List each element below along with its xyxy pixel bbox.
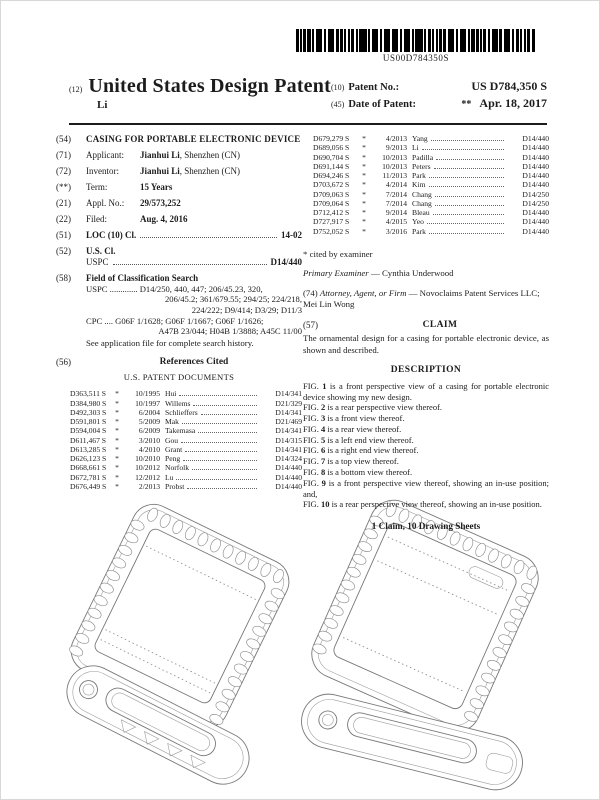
ref-class: D14/341 [275,407,302,417]
reference-row [303,180,549,189]
ref-cited-mark: * [115,472,119,482]
ref-date: 11/2013 [382,171,407,180]
ref-name: Lu [165,472,174,482]
figure-description-line [303,499,549,510]
dot-leader [193,405,257,406]
figure-description-line [303,456,549,467]
uspc-label: USPC [86,256,109,267]
ref-name: Willems [165,398,191,408]
barcode-image [296,29,536,52]
uspc-value: D14/440 [270,256,302,267]
invention-title: CASING FOR PORTABLE ELECTRONIC DEVICE [86,134,301,144]
applicant-location: , Shenzhen (CN) [179,149,241,160]
dot-leader [436,159,504,160]
ref-date: 10/2013 [382,161,407,171]
ref-patent-number: D384,980 S [70,398,107,408]
field-references [56,357,302,369]
claim-heading-row [303,320,549,330]
ref-name: Hui [165,389,177,399]
fig-text: is a front view thereof. [327,413,405,424]
dot-leader [181,442,257,443]
ref-name: Probst [165,481,185,491]
dash: — [408,287,418,298]
reference-row [303,208,549,217]
fig-text: is a top view thereof. [327,456,399,467]
reference-row [303,143,549,152]
dot-leader [201,414,257,415]
cpc-search-line: A47B 23/044; H04B 1/3888; A45C 11/00 [158,326,302,337]
dot-leader [429,233,504,234]
patent-number-label: Patent No.: [348,82,400,93]
dot-leader [176,479,257,480]
dash: — [370,267,380,278]
dot-leader [431,140,504,141]
inventor-name: Jianhui Li [140,165,180,176]
ref-cited-mark: * [362,226,366,236]
field-code: (71) [56,149,71,160]
ref-patent-number: D363,511 S [70,389,107,399]
ref-date: 9/2013 [385,143,407,153]
fig-word: FIG. [303,380,319,391]
dot-leader [140,237,277,238]
reference-row [56,445,302,454]
field-code: (21) [56,197,71,208]
ref-name: Takemasa [165,426,196,436]
ref-patent-number: D709,063 S [313,189,350,199]
appl-no-value: 29/573,252 [140,197,181,208]
dot-leader [183,460,257,461]
ref-class: D14/440 [522,143,549,153]
fig-word: FIG. [303,402,319,413]
reference-row [56,454,302,463]
field-appl-no [56,198,302,209]
field-code: (22) [56,213,71,224]
ref-name: Yang [412,134,428,143]
fig-word: FIG. [303,413,319,424]
field-code: (51) [56,229,71,240]
patent-drawing-rear-perspective [297,493,551,800]
field-applicant [56,150,302,161]
figure-descriptions [303,381,549,510]
patent-date-code: (45) [331,100,345,109]
reference-row [303,171,549,180]
ref-cited-mark: * [362,189,366,199]
ref-name: Chang [412,198,432,208]
ref-patent-number: D712,412 S [313,208,350,217]
patent-date-prefix: ** [461,99,472,110]
ref-cited-mark: * [362,208,366,217]
attorney-value: Novoclaims Patent Services LLC; Mei Lin Wong [303,287,540,310]
fig-number: 7 [320,456,326,467]
fig-number: 2 [320,402,326,413]
ref-name: Bleau [412,208,430,217]
ref-name: Li [412,143,419,153]
primary-examiner-line [303,268,549,279]
ref-class: D14/250 [522,198,549,208]
ref-name: Yeo [412,217,424,227]
examiner-name: Cynthia Underwood [381,267,454,278]
patent-number-row [331,79,547,94]
field-code: (74) [303,287,318,298]
examiner-label: Primary Examiner [303,267,369,278]
dot-leader [187,488,257,489]
uspc-search-line: USPC ............. D14/250, 440, 447; 206/45.23, 320, [86,283,263,294]
header-left [69,75,331,113]
ref-class: D14/324 [275,454,302,464]
field-loc-class [56,230,302,241]
uspc-search-line: 206/45.2; 361/679.55; 294/25; 224/218, [164,294,302,305]
dot-leader [182,423,257,424]
field-inventor [56,166,302,177]
dot-leader [185,451,257,452]
filed-date: Aug. 4, 2016 [140,213,188,224]
ref-patent-number: D694,246 S [313,171,350,180]
references-table-right [303,134,549,236]
fig-text: is a left end view thereof. [327,434,414,445]
cited-by-examiner-note: * cited by examiner [303,248,373,259]
fig-text: is a bottom view thereof. [327,467,413,478]
ref-cited-mark: * [362,143,366,153]
dot-leader [429,177,504,178]
dot-leader [179,395,257,396]
figure-description-line [303,467,549,478]
patent-number-value: US D784,350 S [471,79,547,93]
ref-class: D14/315 [275,435,302,445]
ref-name: Chang [412,189,432,199]
ref-class: D14/341 [275,389,302,399]
left-column [56,134,302,491]
ref-date: 10/2012 [135,463,160,473]
attorney-label: Attorney, Agent, or Firm [319,287,407,298]
ref-date: 6/2004 [138,407,160,417]
ref-class: D14/440 [275,463,302,473]
fig-word: FIG. [303,423,319,434]
ref-class: D14/440 [522,226,549,236]
ref-cited-mark: * [115,426,119,436]
figure-description-line [303,413,549,424]
fig-word: FIG. [303,467,319,478]
dot-leader [435,205,504,206]
reference-row [303,153,549,162]
patent-drawing-front-perspective [53,493,301,800]
ref-date: 10/2013 [382,152,407,162]
fig-number: 4 [320,423,326,434]
fig-word: FIG. [303,456,319,467]
ref-cited-mark: * [362,134,366,143]
ref-date: 4/2010 [138,444,160,454]
field-code: (52) [56,245,71,256]
barcode-block [293,29,539,63]
ref-cited-mark: * [115,417,119,427]
us-patent-documents-heading: U.S. PATENT DOCUMENTS [123,372,235,383]
ref-name: Peters [412,161,431,171]
ref-class: D14/440 [522,217,549,227]
reference-row [303,217,549,226]
ref-date: 6/2009 [138,426,160,436]
claim-text: The ornamental design for a casing for portable electronic device, as shown and described. [303,333,549,355]
ref-cited-mark: * [362,180,366,190]
field-code: (72) [56,165,71,176]
inventor-label: Inventor: [86,165,119,176]
applicant-name: Jianhui Li [140,149,180,160]
fig-number: 10 [320,499,330,510]
reference-row [303,227,549,236]
header-right [331,75,547,113]
fig-word: FIG. [303,445,319,456]
ref-patent-number: D689,056 S [313,143,350,153]
fig-text: is a rear view thereof. [327,423,402,434]
dot-leader [434,168,504,169]
ref-name: Park [412,171,426,180]
fig-text: is a right end view thereof. [327,445,419,456]
search-history-note: See application file for complete search history. [86,337,254,348]
ref-name: Padilla [412,152,434,162]
patent-number-code: (10) [331,83,345,92]
patent-date-row [331,96,547,111]
inventor-location: , Shenzhen (CN) [179,165,241,176]
dot-leader [429,186,504,187]
patent-header [69,75,547,113]
reference-row [56,426,302,435]
dot-leader [433,214,504,215]
fig-number: 3 [320,413,326,424]
ref-patent-number: D613,285 S [70,444,107,454]
reference-row [56,408,302,417]
ref-patent-number: D727,917 S [313,217,350,227]
ref-class: D14/440 [275,481,302,491]
dot-leader [198,432,257,433]
ref-class: D14/341 [275,426,302,436]
field-title [56,134,302,145]
figure-description-line [303,435,549,446]
ref-date: 10/2010 [135,454,160,464]
ref-name: Gou [165,435,179,445]
ref-patent-number: D709,064 S [313,198,350,208]
reference-row [56,417,302,426]
ref-cited-mark: * [362,171,366,180]
uspc-search-line: 224/222; D9/414; D3/29; D11/3 [191,305,302,315]
fig-text: is a front perspective view thereof, showing an in-use position; and, [303,477,550,499]
ref-date: 12/2012 [135,472,160,482]
ref-patent-number: D679,279 S [313,134,350,143]
references-table-left [56,389,302,491]
ref-date: 4/2015 [385,217,407,227]
ref-cited-mark: * [362,152,366,162]
field-code: (54) [56,134,71,144]
fig-number: 8 [320,467,326,478]
fig-word: FIG. [303,477,319,488]
ref-class: D14/440 [522,152,549,162]
ref-class: D14/440 [522,161,549,171]
ref-date: 2/2013 [138,481,160,491]
reference-row [56,436,302,445]
ref-date: 9/2014 [385,208,407,217]
page-title: United States Design Patent [88,75,331,97]
ref-name: Grant [165,444,183,454]
fig-text: is a rear perspective view thereof, showing an in-use position. [331,499,542,510]
ref-class: D21/469 [275,417,302,427]
ref-patent-number: D626,123 S [70,454,107,464]
ref-class: D14/440 [522,171,549,180]
ref-name: Norfolk [165,463,190,473]
ref-name: Mak [165,417,179,427]
ref-patent-number: D611,467 S [70,435,107,445]
ref-patent-number: D594,004 S [70,426,107,436]
reference-row [303,162,549,171]
field-code: (**) [56,181,71,192]
dot-leader [435,196,504,197]
term-value: 15 Years [140,181,173,192]
ref-class: D14/440 [522,134,549,143]
description-heading: DESCRIPTION [390,364,462,375]
reference-row [56,399,302,408]
ref-cited-mark: * [115,398,119,408]
ref-patent-number: D703,672 S [313,180,350,190]
field-classification-search [56,273,302,349]
reference-row [56,463,302,472]
patent-date-value: Apr. 18, 2017 [479,96,547,110]
ref-date: 3/2010 [138,435,160,445]
ref-date: 7/2014 [385,189,407,199]
figure-description-line [303,381,549,403]
ref-date: 3/2016 [385,226,407,236]
field-code: (56) [56,356,71,367]
search-label: Field of Classification Search [86,272,199,283]
loc-value: 14-02 [281,229,302,240]
ref-patent-number: D690,704 S [313,152,350,162]
cpc-search-line: CPC .... G06F 1/1628; G06F 1/1667; G06F 1/1626; [86,315,264,326]
ref-cited-mark: * [362,198,366,208]
applicant-label: Applicant: [86,149,124,160]
barcode-number: US00D784350S [382,53,450,63]
field-code: (57) [303,320,318,331]
fig-number: 5 [320,434,326,445]
ref-patent-number: D752,052 S [313,226,350,236]
ref-cited-mark: * [115,454,119,464]
ref-name: Park [412,226,426,236]
ref-class: D14/341 [275,444,302,454]
claim-heading: CLAIM [422,320,458,331]
field-us-class [56,246,302,268]
field-term [56,182,302,193]
ref-class: D14/440 [522,208,549,217]
ref-patent-number: D492,303 S [70,407,107,417]
reference-row [303,134,549,143]
references-cited-heading: References Cited [159,356,229,367]
attorney-line [303,288,549,311]
loc-label: LOC (10) Cl. [86,229,137,240]
reference-row [56,473,302,482]
ref-cited-mark: * [362,217,366,227]
fig-word: FIG. [303,499,319,510]
dot-leader [113,264,267,265]
ref-date: 10/1995 [135,389,160,399]
ref-date: 7/2014 [385,198,407,208]
term-label: Term: [86,181,108,192]
dot-leader [422,149,504,150]
ref-cited-mark: * [115,389,119,399]
field-code: (58) [56,272,71,283]
cpc-search-lines [86,316,302,337]
reference-row [56,482,302,491]
fig-text: is a rear perspective view thereof. [327,402,443,413]
ref-date: 5/2009 [138,417,160,427]
inventor-surname: Li [97,99,108,111]
dot-leader [192,469,257,470]
kind-code: (12) [69,85,83,94]
ref-name: Peng [165,454,181,464]
ref-date: 4/2013 [385,134,407,143]
reference-row [303,199,549,208]
figure-description-line [303,402,549,413]
figure-description-line [303,424,549,435]
fig-word: FIG. [303,434,319,445]
reference-row [56,389,302,398]
field-filed [56,214,302,225]
appl-no-label: Appl. No.: [86,197,125,208]
ref-date: 4/2014 [385,180,407,190]
ref-cited-mark: * [115,435,119,445]
figure-description-line [303,478,549,500]
header-divider [69,123,547,125]
ref-name: Kim [412,180,426,190]
fig-number: 6 [320,445,326,456]
ref-date: 10/1997 [135,398,160,408]
ref-patent-number: D591,801 S [70,417,107,427]
dot-leader [427,223,504,224]
ref-class: D14/250 [522,189,549,199]
ref-patent-number: D672,781 S [70,472,107,482]
ref-cited-mark: * [115,481,119,491]
reference-row [303,190,549,199]
ref-cited-mark: * [115,463,119,473]
fig-number: 9 [321,477,326,488]
fig-number: 1 [322,380,327,391]
ref-cited-mark: * [362,161,366,171]
uspc-search-lines [86,284,302,316]
ref-patent-number: D676,449 S [70,481,107,491]
claims-sheets-note: 1 Claim, 10 Drawing Sheets [371,521,481,532]
ref-patent-number: D691,144 S [313,161,350,171]
us-cl-label: U.S. Cl. [86,245,116,256]
ref-class: D14/440 [275,472,302,482]
ref-class: D14/440 [522,180,549,190]
filed-label: Filed: [86,213,108,224]
patent-date-label: Date of Patent: [348,99,416,110]
ref-name: Schlieffers [165,407,198,417]
fig-text: is a front perspective view of a casing for portable electronic device showing my new design. [303,380,550,402]
ref-cited-mark: * [115,444,119,454]
figure-description-line [303,445,549,456]
ref-patent-number: D668,661 S [70,463,107,473]
right-column [303,134,549,531]
ref-cited-mark: * [115,407,119,417]
ref-class: D21/329 [275,398,302,408]
